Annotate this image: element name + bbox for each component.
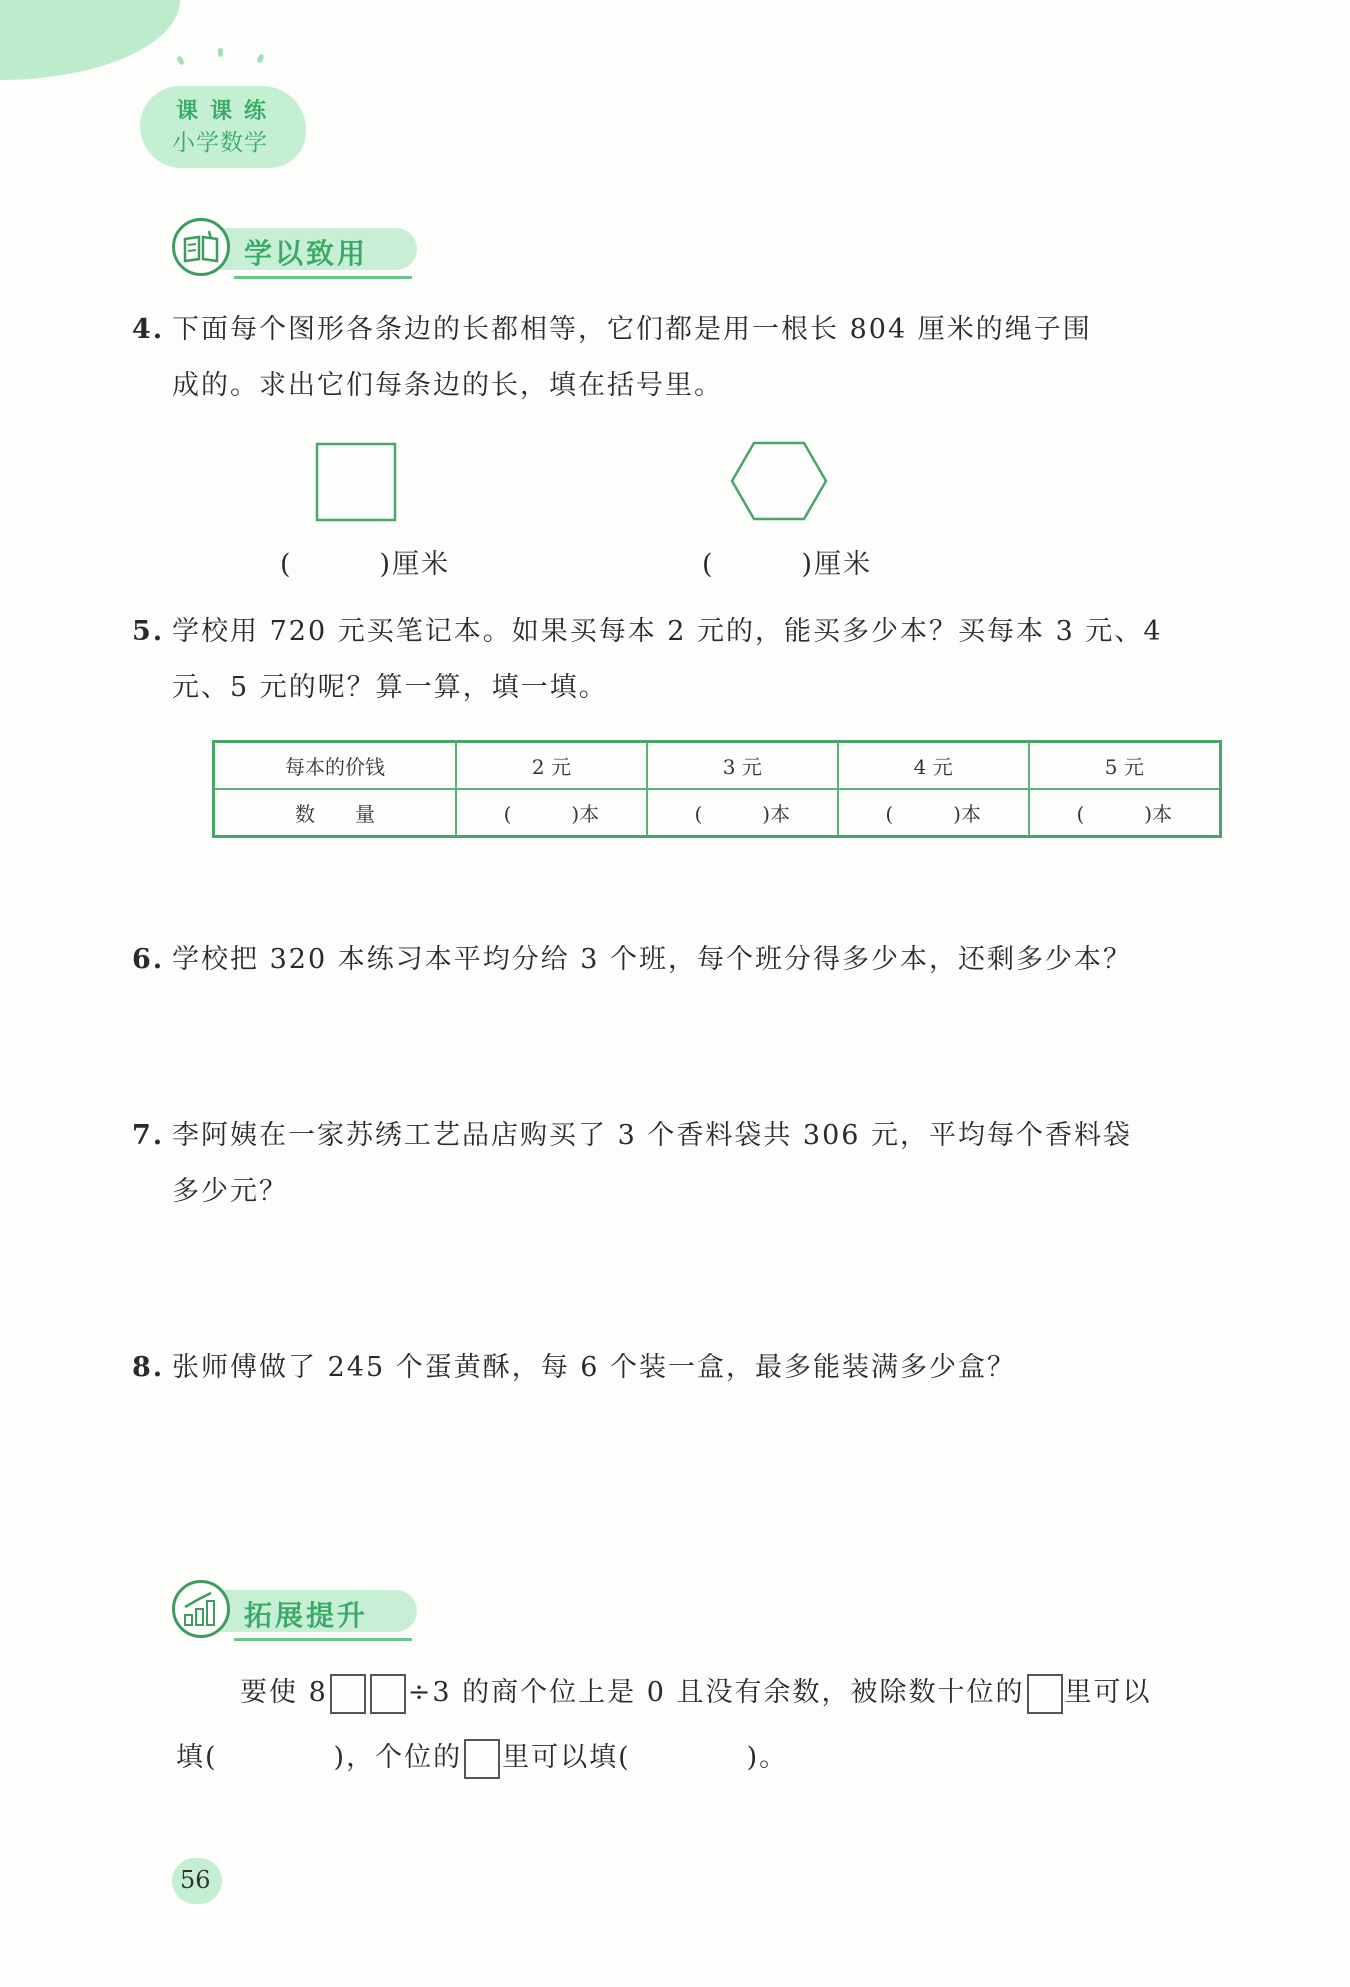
logo-title: 课课练 <box>176 99 279 124</box>
quantity-answer-cell[interactable]: ( )本 <box>838 789 1029 837</box>
logo-subtitle: 小学数学 <box>172 130 268 156</box>
question-number: 5. <box>132 616 165 647</box>
question-text-line: 张师傅做了 245 个蛋黄酥，每 6 个装一盒，最多能装满多少盒？ <box>172 1352 1017 1383</box>
question-text-line: 学校用 720 元买笔记本。如果买每本 2 元的，能买多少本？买每本 3 元、4 <box>172 616 1163 647</box>
price-cell: 4 元 <box>838 742 1029 790</box>
square-answer-blank[interactable]: ( )厘米 <box>280 549 451 580</box>
section-title: 拓展提升 <box>244 1599 369 1632</box>
question-text-line: 下面每个图形各条边的长都相等，它们都是用一根长 804 厘米的绳子围 <box>172 314 1092 345</box>
question-text-line: 多少元？ <box>172 1176 288 1207</box>
price-cell: 5 元 <box>1029 742 1221 790</box>
square-shape <box>315 442 397 524</box>
question-text-line: 学校把 320 本练习本平均分给 3 个班，每个班分得多少本，还剩多少本？ <box>172 944 1133 975</box>
digit-box-tens[interactable] <box>330 1674 366 1714</box>
question-8 <box>132 1340 1232 1396</box>
price-cell: 3 元 <box>647 742 838 790</box>
corner-decoration <box>0 0 180 80</box>
digit-box-tens-ref <box>1027 1674 1063 1714</box>
price-quantity-table <box>212 740 1222 838</box>
question-text-line: 成的。求出它们每条边的长，填在括号里。 <box>172 370 723 401</box>
question-7 <box>132 1108 1232 1220</box>
question-number: 8. <box>132 1352 165 1383</box>
extension-question-line1: 要使 8 ÷3 的商个位上是 0 且没有余数，被除数十位的 里可以 <box>240 1665 1152 1721</box>
question-6 <box>132 932 1232 988</box>
hexagon-answer-blank[interactable]: ( )厘米 <box>702 549 873 580</box>
question-4 <box>132 302 1232 414</box>
question-number: 4. <box>132 314 165 345</box>
page-number: 56 <box>180 1866 211 1894</box>
section-header-apply <box>172 218 492 278</box>
sparkle-icon <box>218 48 223 57</box>
row-header-price: 每本的价钱 <box>214 742 457 790</box>
question-number: 7. <box>132 1120 165 1151</box>
question-5 <box>132 604 1232 716</box>
chart-growth-icon <box>172 1580 230 1638</box>
table-row <box>214 742 1221 790</box>
quantity-answer-cell[interactable]: ( )本 <box>1029 789 1221 837</box>
digit-box-ones[interactable] <box>370 1674 406 1714</box>
question-text-line: 李阿姨在一家苏绣工艺品店购买了 3 个香料袋共 306 元，平均每个香料袋 <box>172 1120 1133 1151</box>
digit-box-ones-ref <box>464 1739 500 1779</box>
price-cell: 2 元 <box>456 742 647 790</box>
section-title: 学以致用 <box>244 237 369 270</box>
sparkle-icon <box>176 55 185 65</box>
sparkle-icon <box>256 53 264 63</box>
question-number: 6. <box>132 944 165 975</box>
book-icon <box>172 218 230 276</box>
row-header-quantity: 数 量 <box>214 789 457 837</box>
hexagon-shape <box>730 440 830 524</box>
extension-question-line2: 填( )，个位的 里可以填( )。 <box>176 1730 788 1786</box>
quantity-answer-cell[interactable]: ( )本 <box>456 789 647 837</box>
table-row <box>214 789 1221 837</box>
question-text-line: 元、5 元的呢？算一算，填一填。 <box>172 672 608 703</box>
quantity-answer-cell[interactable]: ( )本 <box>647 789 838 837</box>
section-header-extension <box>172 1580 492 1640</box>
